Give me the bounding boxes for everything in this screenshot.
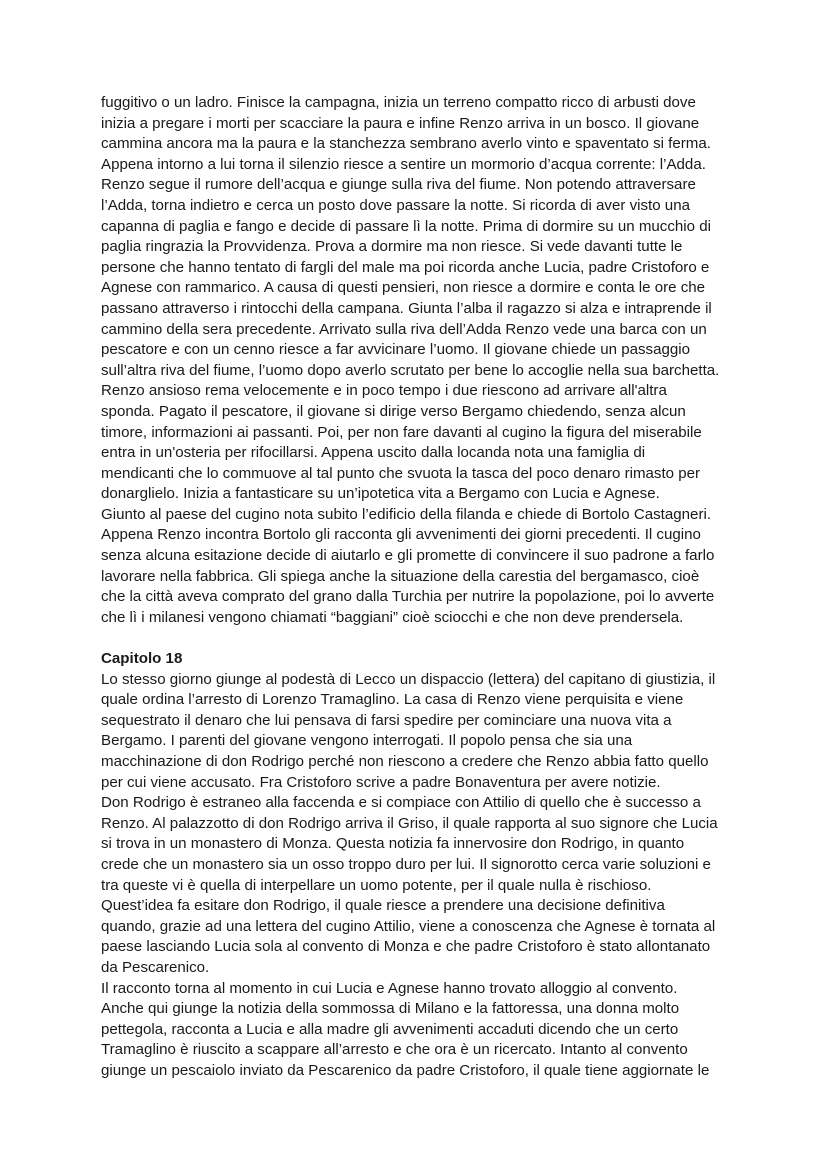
text-line: capanna di paglia e fango e decide di passare lì la notte. Prima di dormire su un mucchio di [101, 217, 711, 235]
paragraph-spacer [101, 628, 729, 649]
text-line: macchinazione di don Rodrigo perché non riescono a credere che Renzo abbia fatto quello [101, 753, 709, 770]
text-line: quale ordina l’arresto di Lorenzo Tramaglino. La casa di Renzo viene perquisita e viene [101, 691, 684, 709]
text-line: Bergamo. I parenti del giovane vengono interrogati. Il popolo pensa che sia una [101, 732, 633, 750]
text-line: sequestrato il denaro che lui pensava di farsi spedire per cominciare una nuova vita a [101, 711, 672, 729]
text-line: inizia a pregare i morti per scacciare la paura e infine Renzo arriva in un bosco. Il giovane [101, 114, 700, 132]
text-line: entra in un'osteria per rifocillarsi. Appena uscito dalla locanda nota una famiglia di [101, 444, 646, 462]
text-line: fuggitivo o un ladro. Finisce la campagna, inizia un terreno compatto ricco di arbusti dove [101, 94, 696, 111]
text-line: tra queste vi è quella di interpellare un uomo potente, per il quale nulla è rischioso. [101, 876, 652, 894]
text-line: Renzo segue il rumore dell’acqua e giunge sulla riva del fiume. Non potendo attraversare [101, 176, 696, 194]
text-line: Renzo. Al palazzotto di don Rodrigo arriva il Griso, il quale rapporta al suo signore che Lucia [101, 814, 718, 832]
text-line: mendicanti che lo commuove al tal punto che svuota la tasca del poco denaro rimasto per [101, 464, 701, 482]
text-line: giunge un pescaiolo inviato da Pescarenico da padre Cristoforo, il quale tiene aggiornate le [101, 1061, 710, 1079]
text-line: donarglielo. Inizia a fantasticare su un’ipotetica vita a Bergamo con Lucia e Agnese. [101, 485, 660, 503]
text-line: cammino della sera precedente. Arrivato sulla riva dell’Adda Renzo vede una barca con un [101, 320, 707, 338]
text-line: Il racconto torna al momento in cui Lucia e Agnese hanno trovato alloggio al convento. [101, 979, 678, 997]
paragraph-chapter-18 [101, 670, 729, 1082]
text-line: paese lasciando Lucia sola al convento di Monza e che padre Cristoforo è stato allontanato [101, 938, 711, 956]
text-line: passano attraverso i rintocchi della campana. Giunta l’alba il ragazzo si alza e intraprende il [101, 299, 712, 317]
text-line: quando, grazie ad una lettera del cugino Attilio, viene a conoscenza che Agnese è tornata al [101, 917, 716, 935]
text-line: che lì i milanesi vengono chiamati “baggiani” cioè sciocchi e che non deve prendersela. [101, 608, 684, 626]
text-line: lavorare nella fabbrica. Gli spiega anche la situazione della carestia del bergamasco, cioè [101, 567, 700, 585]
text-line: sull’altra riva del fiume, l’uomo dopo averlo scrutato per bene lo accoglie nella sua barchetta. [101, 361, 720, 379]
text-line: persone che hanno tentato di fargli del male ma poi ricorda anche Lucia, padre Cristoforo e [101, 258, 710, 276]
text-line: Don Rodrigo è estraneo alla faccenda e si compiace con Attilio di quello che è successo a [101, 794, 701, 812]
document-body [101, 93, 729, 1082]
text-line: Giunto al paese del cugino nota subito l’edificio della filanda e chiede di Bortolo Castagneri. [101, 505, 712, 523]
text-line: Quest’idea fa esitare don Rodrigo, il quale riesce a prendere una decisione definitiva [101, 897, 665, 915]
text-line: senza alcuna esitazione decide di aiutarlo e gli promette di convincere il suo padrone a farlo [101, 547, 715, 565]
text-line: Appena Renzo incontra Bortolo gli racconta gli avvenimenti dei giorni precedenti. Il cugino [101, 526, 701, 544]
text-line: cammina ancora ma la paura e la stanchezza sembrano averlo vinto e spaventato si ferma. [101, 135, 711, 153]
text-line: sponda. Pagato il pescatore, il giovane si dirige verso Bergamo chiedendo, senza alcun [101, 402, 686, 420]
text-line: Anche qui giunge la notizia della sommossa di Milano e la fattoressa, una donna molto [101, 1000, 680, 1018]
text-line: che la città aveva comprato del grano dalla Turchia per nutrire la popolazione, poi lo avverte [101, 588, 715, 606]
text-line: si trova in un monastero di Monza. Questa notizia fa innervosire don Rodrigo, in quanto [101, 835, 685, 853]
text-line: Agnese con rammarico. A causa di questi pensieri, non riesce a dormire e conta le ore che [101, 279, 706, 297]
text-line: l’Adda, torna indietro e cerca un posto dove passare la notte. Si ricorda di aver visto una [101, 196, 690, 214]
text-line: timore, informazioni ai passanti. Poi, per non fare davanti al cugino la figura del miserabile [101, 423, 702, 441]
text-line: da Pescarenico. [101, 958, 210, 976]
text-line: pescatore e con un cenno riesce a far avvicinare l’uomo. Il giovane chiede un passaggio [101, 341, 691, 359]
text-line: Renzo ansioso rema velocemente e in poco tempo i due riescono ad arrivare all'altra [101, 382, 667, 400]
text-line: Lo stesso giorno giunge al podestà di Lecco un dispaccio (lettera) del capitano di giustizia, il [101, 670, 716, 688]
text-line: per cui viene accusato. Fra Cristoforo scrive a padre Bonaventura per avere notizie. [101, 773, 661, 791]
chapter-heading: Capitolo 18 [101, 650, 183, 668]
text-line: pettegola, racconta a Lucia e alla madre gli avvenimenti accaduti dicendo che un certo [101, 1020, 679, 1038]
text-line: crede che un monastero sia un osso troppo duro per lui. Il signorotto cerca varie soluzioni e [101, 855, 711, 873]
text-line: paglia ringrazia la Provvidenza. Prova a dormire ma non riesce. Si vede davanti tutte le [101, 238, 683, 256]
text-line: Tramaglino è riuscito a scappare all’arresto e che ora è un ricercato. Intanto al convento [101, 1041, 688, 1059]
text-line: Appena intorno a lui torna il silenzio riesce a sentire un mormorio d’acqua corrente: l’Adda. [101, 155, 706, 173]
paragraph-renzo-escape [101, 93, 729, 628]
